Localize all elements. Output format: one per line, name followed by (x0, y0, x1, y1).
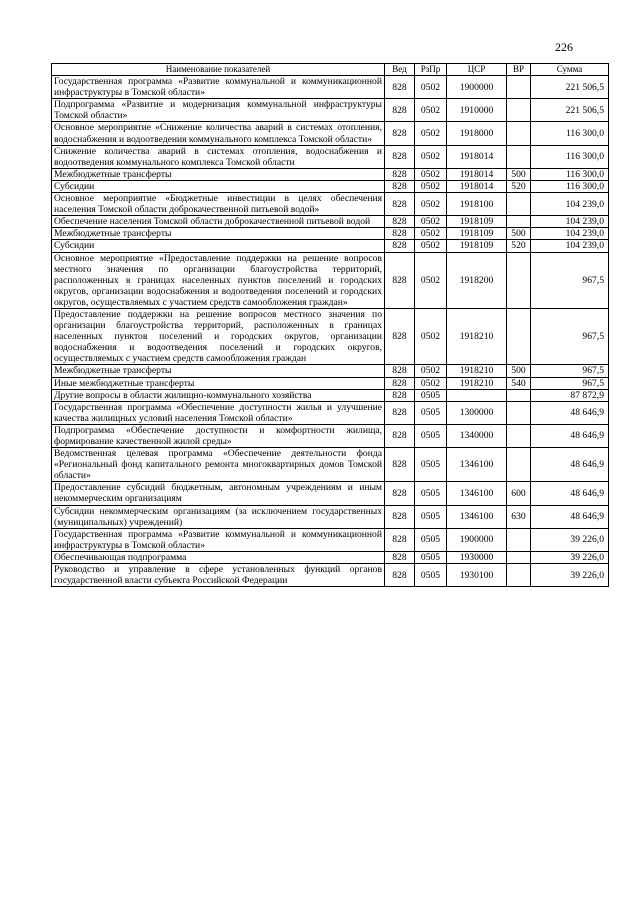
cell-rzpr: 0505 (415, 505, 447, 528)
cell-sum: 87 872,9 (531, 389, 609, 401)
table-row (52, 564, 609, 587)
cell-csr: 1300000 (447, 401, 507, 424)
cell-vr (507, 216, 531, 228)
cell-vr (507, 99, 531, 122)
cell-sum: 48 646,9 (531, 448, 609, 482)
table-row (52, 401, 609, 424)
table-row (52, 168, 609, 180)
cell-ved: 828 (385, 228, 415, 240)
cell-ved: 828 (385, 365, 415, 377)
cell-csr: 1930000 (447, 551, 507, 563)
cell-csr: 1918200 (447, 252, 507, 308)
cell-name: Руководство и управление в сфере установленных функций органов государственной власти субъекта Российской Федерации (52, 564, 385, 587)
cell-sum: 116 300,0 (531, 145, 609, 168)
table-row (52, 424, 609, 447)
cell-sum: 116 300,0 (531, 180, 609, 192)
cell-ved: 828 (385, 528, 415, 551)
cell-rzpr: 0502 (415, 252, 447, 308)
cell-name: Основное мероприятие «Предоставление поддержки на решение вопросов местного значения по организации благоустройства территорий, расположенных в границах населенных пунктов поселений и городских округов, организации водоснабжения и водоотведения поселений и городских округов, осуществляемых с участием средств самообложения граждан» (52, 252, 385, 308)
table-row (52, 240, 609, 252)
cell-vr (507, 551, 531, 563)
cell-csr: 1918014 (447, 180, 507, 192)
cell-sum: 39 226,0 (531, 551, 609, 563)
table-row (52, 505, 609, 528)
cell-name: Государственная программа «Обеспечение доступности жилья и улучшение качества жилищных условий населения Томской области» (52, 401, 385, 424)
cell-sum: 221 506,5 (531, 76, 609, 99)
cell-csr: 1918210 (447, 377, 507, 389)
cell-csr: 1346100 (447, 505, 507, 528)
cell-ved: 828 (385, 505, 415, 528)
cell-rzpr: 0502 (415, 168, 447, 180)
cell-vr (507, 424, 531, 447)
cell-rzpr: 0505 (415, 401, 447, 424)
budget-table (51, 63, 609, 587)
cell-vr (507, 76, 531, 99)
cell-csr: 1346100 (447, 448, 507, 482)
cell-sum: 116 300,0 (531, 168, 609, 180)
cell-name: Субсидии некоммерческим организациям (за исключением государственных (муниципальных) учреждений) (52, 505, 385, 528)
cell-vr: 600 (507, 482, 531, 505)
cell-rzpr: 0505 (415, 551, 447, 563)
cell-name: Подпрограмма «Обеспечение доступности и комфортности жилища, формирование качественной жилой среды» (52, 424, 385, 447)
cell-ved: 828 (385, 193, 415, 216)
cell-rzpr: 0502 (415, 240, 447, 252)
table-row (52, 551, 609, 563)
cell-sum: 48 646,9 (531, 505, 609, 528)
cell-name: Государственная программа «Развитие коммунальной и коммуникационной инфраструктуры в Томской области» (52, 528, 385, 551)
header-sum: Сумма (531, 64, 609, 76)
cell-name: Основное мероприятие «Бюджетные инвестиции в целях обеспечения населения Томской области доброкачественной питьевой водой» (52, 193, 385, 216)
cell-vr (507, 193, 531, 216)
cell-name: Подпрограмма «Развитие и модернизация коммунальной инфраструктуры Томской области» (52, 99, 385, 122)
cell-csr: 1340000 (447, 424, 507, 447)
cell-sum: 48 646,9 (531, 482, 609, 505)
cell-ved: 828 (385, 551, 415, 563)
table-row (52, 389, 609, 401)
cell-rzpr: 0502 (415, 99, 447, 122)
cell-name: Обеспечение населения Томской области доброкачественной питьевой водой (52, 216, 385, 228)
cell-sum: 48 646,9 (531, 424, 609, 447)
table-row (52, 377, 609, 389)
table-row (52, 180, 609, 192)
cell-vr: 500 (507, 168, 531, 180)
cell-name: Межбюджетные трансферты (52, 365, 385, 377)
cell-rzpr: 0502 (415, 365, 447, 377)
table-row (52, 228, 609, 240)
table-row (52, 193, 609, 216)
cell-name: Межбюджетные трансферты (52, 228, 385, 240)
cell-csr: 1918109 (447, 240, 507, 252)
cell-name: Обеспечивающая подпрограмма (52, 551, 385, 563)
header-ved: Вед (385, 64, 415, 76)
cell-vr (507, 252, 531, 308)
table-row (52, 216, 609, 228)
cell-rzpr: 0502 (415, 308, 447, 364)
cell-ved: 828 (385, 168, 415, 180)
cell-csr: 1918000 (447, 122, 507, 145)
cell-rzpr: 0502 (415, 228, 447, 240)
table-row (52, 252, 609, 308)
cell-vr: 630 (507, 505, 531, 528)
cell-csr: 1900000 (447, 528, 507, 551)
cell-vr (507, 401, 531, 424)
cell-vr (507, 389, 531, 401)
table-row (52, 448, 609, 482)
cell-ved: 828 (385, 76, 415, 99)
cell-ved: 828 (385, 564, 415, 587)
table-row (52, 76, 609, 99)
cell-ved: 828 (385, 216, 415, 228)
cell-ved: 828 (385, 99, 415, 122)
cell-vr (507, 145, 531, 168)
cell-ved: 828 (385, 180, 415, 192)
cell-name: Иные межбюджетные трансферты (52, 377, 385, 389)
cell-vr (507, 564, 531, 587)
cell-ved: 828 (385, 252, 415, 308)
cell-sum: 967,5 (531, 252, 609, 308)
cell-rzpr: 0502 (415, 145, 447, 168)
cell-vr: 500 (507, 228, 531, 240)
cell-vr: 500 (507, 365, 531, 377)
cell-vr (507, 122, 531, 145)
cell-ved: 828 (385, 482, 415, 505)
cell-sum: 221 506,5 (531, 99, 609, 122)
cell-csr: 1900000 (447, 76, 507, 99)
table-row (52, 528, 609, 551)
cell-csr: 1910000 (447, 99, 507, 122)
header-vr: ВР (507, 64, 531, 76)
cell-name: Межбюджетные трансферты (52, 168, 385, 180)
table-row (52, 308, 609, 364)
cell-sum: 39 226,0 (531, 564, 609, 587)
cell-csr: 1346100 (447, 482, 507, 505)
cell-ved: 828 (385, 145, 415, 168)
table-row (52, 365, 609, 377)
cell-ved: 828 (385, 448, 415, 482)
cell-rzpr: 0505 (415, 424, 447, 447)
cell-rzpr: 0505 (415, 482, 447, 505)
cell-vr: 520 (507, 240, 531, 252)
cell-rzpr: 0505 (415, 389, 447, 401)
page-number: 226 (555, 40, 573, 54)
cell-csr: 1918100 (447, 193, 507, 216)
cell-sum: 39 226,0 (531, 528, 609, 551)
cell-name: Ведомственная целевая программа «Обеспечение деятельности фонда «Региональный фонд капитального ремонта многоквартирных домов Томской области» (52, 448, 385, 482)
header-rzpr: РзПр (415, 64, 447, 76)
cell-csr (447, 389, 507, 401)
cell-name: Субсидии (52, 240, 385, 252)
table-row (52, 145, 609, 168)
table-row (52, 99, 609, 122)
cell-csr: 1918210 (447, 308, 507, 364)
cell-ved: 828 (385, 122, 415, 145)
cell-sum: 967,5 (531, 365, 609, 377)
cell-ved: 828 (385, 401, 415, 424)
cell-rzpr: 0502 (415, 193, 447, 216)
cell-name: Субсидии (52, 180, 385, 192)
cell-csr: 1918109 (447, 216, 507, 228)
cell-vr (507, 528, 531, 551)
cell-rzpr: 0502 (415, 377, 447, 389)
cell-rzpr: 0505 (415, 448, 447, 482)
cell-sum: 104 239,0 (531, 228, 609, 240)
cell-ved: 828 (385, 308, 415, 364)
cell-name: Предоставление поддержки на решение вопросов местного значения по организации благоустройства территорий, расположенных в границах населенных пунктов поселений и городских округов, организации водоснабжения и водоотведения поселений и городских округов, осуществляемых с участием средств самообложения граждан (52, 308, 385, 364)
cell-vr: 520 (507, 180, 531, 192)
cell-csr: 1918014 (447, 145, 507, 168)
cell-name: Предоставление субсидий бюджетным, автономным учреждениям и иным некоммерческим организациям (52, 482, 385, 505)
table-header-row (52, 64, 609, 76)
cell-ved: 828 (385, 240, 415, 252)
table-body (52, 76, 609, 587)
cell-csr: 1918210 (447, 365, 507, 377)
cell-name: Снижение количества аварий в системах отопления, водоснабжения и водоотведения коммунального комплекса Томской области (52, 145, 385, 168)
cell-rzpr: 0505 (415, 564, 447, 587)
cell-sum: 967,5 (531, 308, 609, 364)
cell-rzpr: 0505 (415, 528, 447, 551)
header-name: Наименование показателей (52, 64, 385, 76)
cell-vr: 540 (507, 377, 531, 389)
header-csr: ЦСР (447, 64, 507, 76)
cell-ved: 828 (385, 389, 415, 401)
cell-csr: 1930100 (447, 564, 507, 587)
table-row (52, 482, 609, 505)
cell-sum: 104 239,0 (531, 240, 609, 252)
cell-sum: 104 239,0 (531, 216, 609, 228)
cell-vr (507, 308, 531, 364)
cell-name: Основное мероприятие «Снижение количества аварий в системах отопления, водоснабжения и водоотведения коммунального комплекса Томской области» (52, 122, 385, 145)
cell-rzpr: 0502 (415, 180, 447, 192)
cell-sum: 48 646,9 (531, 401, 609, 424)
cell-sum: 967,5 (531, 377, 609, 389)
cell-sum: 116 300,0 (531, 122, 609, 145)
cell-rzpr: 0502 (415, 76, 447, 99)
cell-csr: 1918109 (447, 228, 507, 240)
table-row (52, 122, 609, 145)
cell-sum: 104 239,0 (531, 193, 609, 216)
cell-csr: 1918014 (447, 168, 507, 180)
cell-name: Другие вопросы в области жилищно-коммунального хозяйства (52, 389, 385, 401)
cell-rzpr: 0502 (415, 122, 447, 145)
cell-name: Государственная программа «Развитие коммунальной и коммуникационной инфраструктуры в Томской области» (52, 76, 385, 99)
cell-rzpr: 0502 (415, 216, 447, 228)
cell-ved: 828 (385, 424, 415, 447)
cell-ved: 828 (385, 377, 415, 389)
cell-vr (507, 448, 531, 482)
